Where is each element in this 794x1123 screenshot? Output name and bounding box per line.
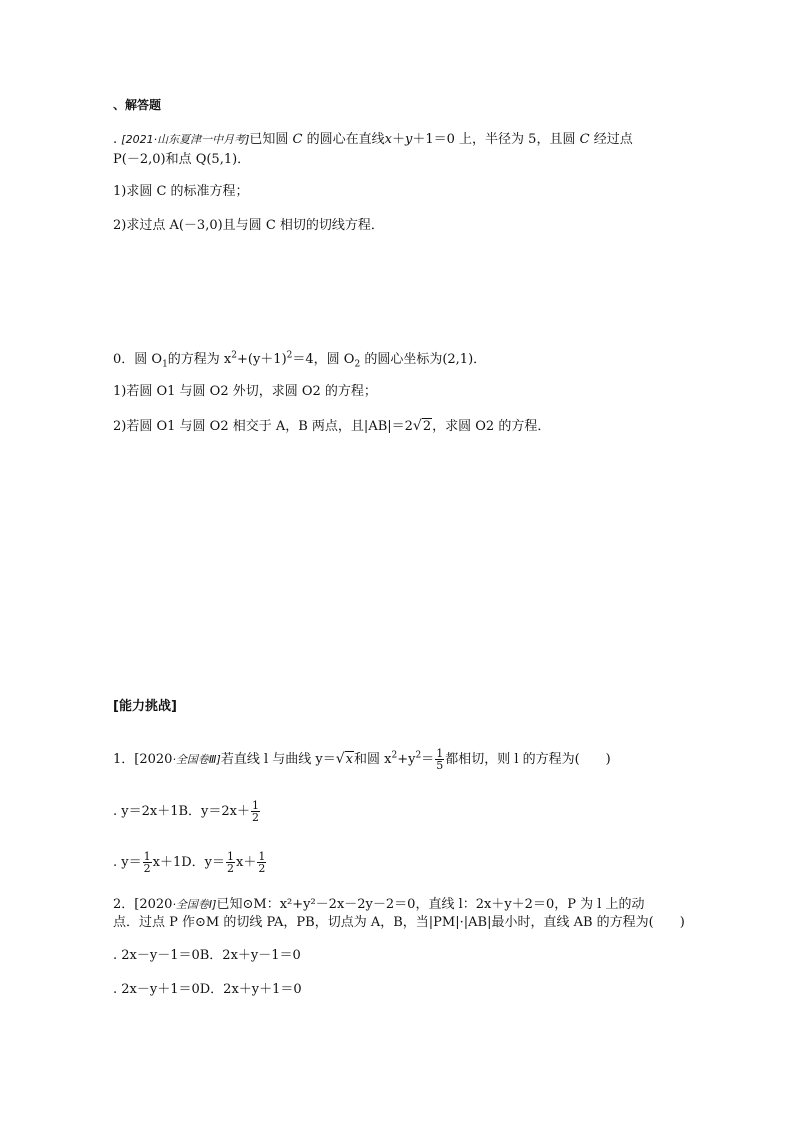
question-prev-2-part2	[113, 417, 550, 436]
question-text-d: 经过点	[593, 132, 633, 147]
option-d-tail: x＋	[236, 855, 257, 870]
q2-part2-a: 2)若圆 O1 与圆 O2 相交于 A，B 两点，且|AB|＝2	[113, 419, 413, 434]
q1-source: ·全国卷Ⅲ]	[172, 753, 221, 766]
fraction-1-5: $\frac{1}{5}$	[436, 747, 444, 772]
q1-text-c: +y	[397, 752, 416, 767]
challenge-q1-options-ab	[113, 800, 261, 823]
q2-source: ·全国卷Ⅰ]	[172, 898, 217, 911]
challenge-q1-options-cd	[113, 851, 267, 874]
option-d: D．y＝	[181, 855, 225, 870]
question-year: [2021	[121, 133, 154, 146]
q2-num: 2．[2020	[113, 897, 173, 912]
challenge-q2	[113, 896, 645, 914]
fraction-1-2: $\frac{1}{2}$	[143, 850, 151, 875]
q2-text-b: 的方程为 x	[167, 352, 232, 367]
q1-text-e: 都相切，则 l 的方程为( )	[445, 752, 611, 767]
q2-text-e: 的圆心坐标为(2,1)．	[364, 352, 487, 367]
q1-text-b: 和圆 x	[353, 752, 392, 767]
q2-text-c: +(y＋1)	[237, 352, 287, 367]
challenge-q1: 1．[2020·全国卷Ⅲ]若直线 l 与曲线 y＝√x和圆 $x^2+y^2=$ $\frac{1}{5}$ 都相切，则 l 的方程为( )	[113, 747, 611, 772]
section-title: 、解答题	[113, 98, 162, 112]
question-prev-1-part1: 1)求圆 C 的标准方程；	[113, 184, 249, 199]
question-prev-1-line2: P(－2,0)和点 Q(5,1)．	[113, 152, 251, 167]
question-prev-2: 0．圆 $O_1$的方程为 $x^2+(y+1)^2=4$，圆 $O_2$ 的圆心坐标为(2,1)．	[113, 350, 487, 370]
ability-title: [能力挑战]	[113, 699, 177, 714]
sqrt-2: √2	[412, 418, 432, 434]
challenge-q2-options-cd: . 2x－y＋1＝0D．2x＋y＋1＝0	[113, 982, 302, 997]
q1-text-d: ＝	[421, 752, 435, 767]
option-a: . y＝2x＋1	[113, 804, 179, 819]
q1-text-a: 若直线 l 与曲线 y＝	[220, 752, 336, 767]
question-prev-1: . [2021·山东夏津一中月考]已知圆 C 的圆心在直线x＋y＋1＝0 上，半径为 5，且圆 C 经过点	[113, 132, 633, 147]
question-prev-1-part2: 2)求过点 A(－3,0)且与圆 C 相切的切线方程．	[113, 218, 384, 233]
question-text-c: 上，半径为 5，且圆	[459, 132, 576, 147]
question-prev-2-part1: 1)若圆 O1 与圆 O2 外切，求圆 O2 的方程；	[113, 384, 377, 399]
q1-num: 1．[2020	[113, 752, 173, 767]
question-prefix: .	[113, 132, 118, 147]
question-text-b: 的圆心在直线	[306, 132, 385, 147]
fraction-1-2: $\frac{1}{2}$	[258, 850, 266, 875]
challenge-q2-line2: 点．过点 P 作⊙M 的切线 PA，PB，切点为 A，B，当|PM|·|AB|最小时，直线 AB 的方程为( )	[113, 915, 685, 930]
q2-text-a: 0．圆 O	[113, 352, 163, 367]
q2-line1: 已知⊙M：x²+y²－2x－2y－2＝0，直线 l：2x＋y＋2＝0，P 为 l 上的动	[216, 897, 645, 912]
q2-part2-b: ，求圆 O2 的方程．	[432, 419, 551, 434]
sqrt-x: √x	[335, 751, 353, 767]
option-c: . y＝	[113, 855, 142, 870]
option-c-tail: x＋1	[152, 855, 182, 870]
challenge-q2-options-ab: . 2x－y－1＝0B．2x＋y－1＝0	[113, 948, 301, 963]
q2-text-d: ＝4，圆 O	[292, 352, 355, 367]
question-source: ·山东夏津一中月考]	[153, 133, 250, 146]
fraction-1-2: $\frac{1}{2}$	[252, 799, 259, 824]
question-text-a: 已知圆	[249, 132, 289, 147]
option-b: B．y＝2x＋	[178, 804, 250, 819]
fraction-1-2: $\frac{1}{2}$	[227, 850, 234, 875]
